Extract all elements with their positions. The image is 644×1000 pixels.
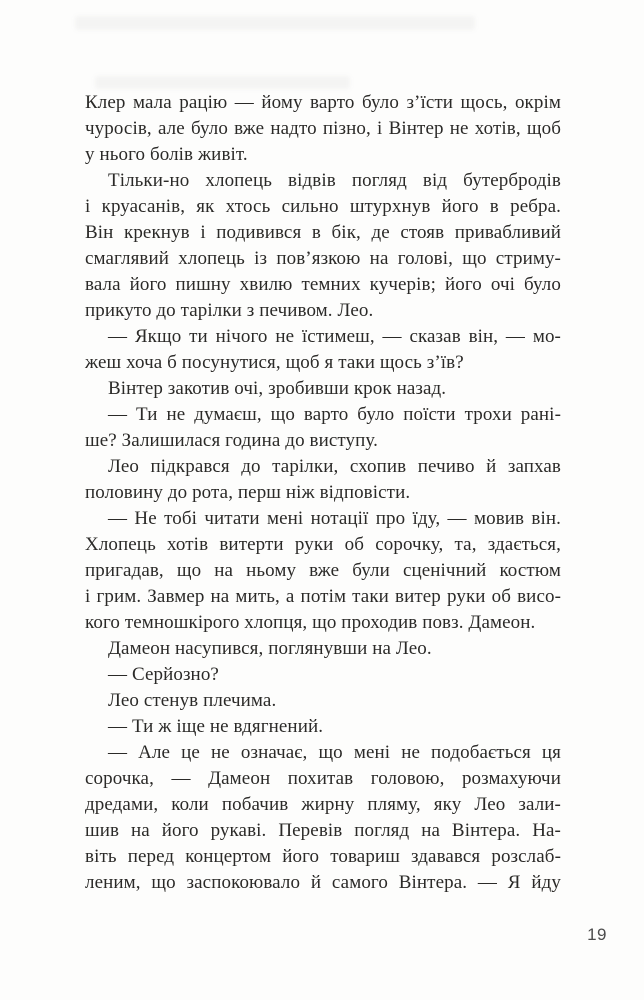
text-line: Лео підкрався до тарілки, схопив печиво й запхав <box>108 456 561 477</box>
text-line: — Ти не думаєш, що варто було поїсти трохи рані- <box>108 404 561 425</box>
text-line: Він крекнув і подивився в бік, де стояв привабливий <box>85 222 561 243</box>
text-line: — Серйозно? <box>108 664 219 685</box>
text-line: Дамеон насупився, поглянувши на Лео. <box>108 638 432 659</box>
text-line: жеш хоча б посунутися, щоб я таки щось з’їв? <box>85 352 464 373</box>
text-line: — Не тобі читати мені нотації про їду, — мовив він. <box>108 508 561 529</box>
text-line: Хлопець хотів витерти руки об сорочку, та, здається, <box>85 534 561 555</box>
text-line: віть перед концертом його товариш здавався розслаб- <box>85 846 561 867</box>
text-line: Лео стенув плечима. <box>108 690 277 711</box>
text-line: Клер мала рацію — йому варто було з’їсти щось, окрім <box>85 92 561 113</box>
text-line: смаглявий хлопець із пов’язкою на голові, що стриму- <box>85 248 561 269</box>
showthrough-artifact <box>95 76 350 89</box>
text-line: кого темношкірого хлопця, що проходив повз. Дамеон. <box>85 612 536 633</box>
text-line: леним, що заспокоювало й самого Вінтера. — Я йду <box>85 872 561 893</box>
text-line: сорочка, — Дамеон похитав головою, розмахуючи <box>85 768 561 789</box>
text-line: — Якщо ти нічого не їстимеш, — сказав він, — мо- <box>108 326 561 347</box>
text-line: у нього болів живіт. <box>85 144 248 165</box>
text-line: пригадав, що на ньому вже були сценічний костюм <box>85 560 561 581</box>
text-line: половину до рота, перш ніж відповісти. <box>85 482 411 503</box>
text-line: дредами, коли побачив жирну пляму, яку Лео зали- <box>85 794 561 815</box>
text-line: Вінтер закотив очі, зробивши крок назад. <box>108 378 447 399</box>
text-line: і круасанів, як хтось сильно штурхнув його в ребра. <box>85 196 561 217</box>
text-line: — Ти ж іще не вдягнений. <box>108 716 324 737</box>
page-text <box>85 90 561 896</box>
text-line: чуросів, але було вже надто пізно, і Вінтер не хотів, щоб <box>85 118 561 139</box>
text-line: ше? Залишилася година до виступу. <box>85 430 378 451</box>
text-line: — Але це не означає, що мені не подобається ця <box>108 742 561 763</box>
text-line: прикуто до тарілки з печивом. Лео. <box>85 300 374 321</box>
text-line: вала його пишну хвилю темних кучерів; його очі було <box>85 274 561 295</box>
showthrough-artifact <box>75 16 475 30</box>
text-line: Тільки-но хлопець відвів погляд від бутербродів <box>108 170 561 191</box>
text-line: шив на його рукаві. Перевів погляд на Вінтера. На- <box>85 820 561 841</box>
text-line: і грим. Завмер на мить, а потім таки витер руки об висо- <box>85 586 561 607</box>
page-number: 19 <box>587 925 607 944</box>
